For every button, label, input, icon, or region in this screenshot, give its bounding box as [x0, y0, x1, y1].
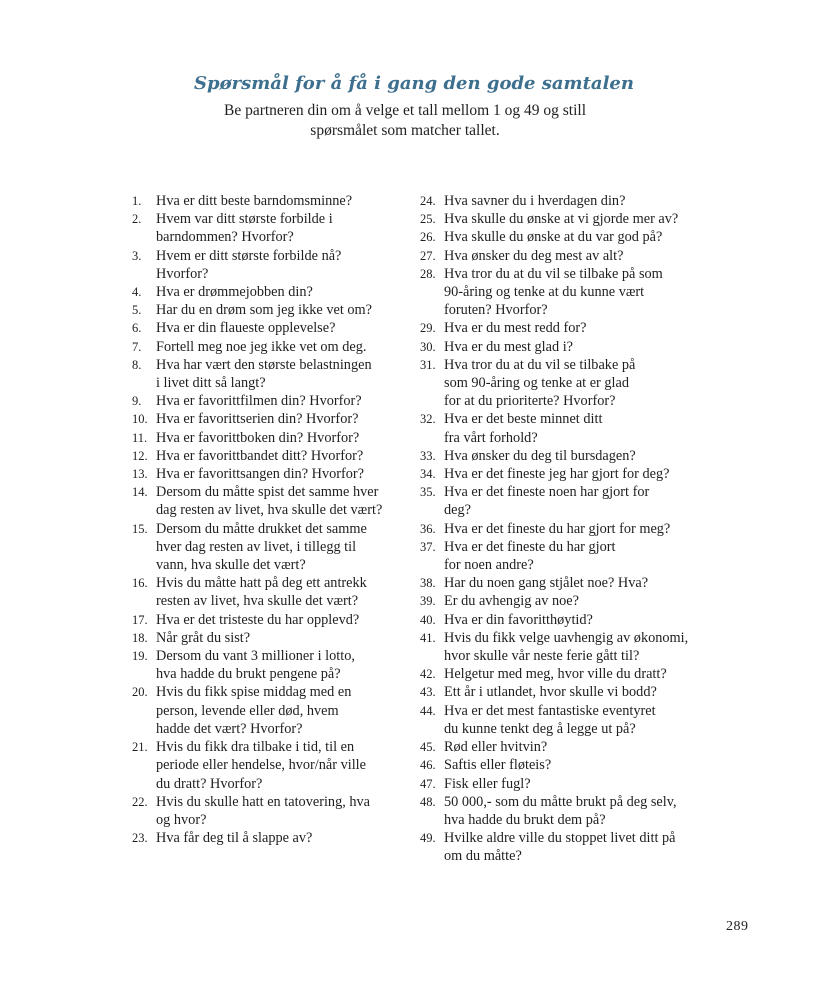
question-number: 32.	[420, 412, 436, 427]
question-text: Er du avhengig av noe?	[444, 593, 579, 610]
question-text: Saftis eller fløteis?	[444, 757, 552, 774]
question-number: 49.	[420, 831, 436, 846]
question-item	[132, 647, 417, 683]
question-text: Hvem er ditt største forbilde nå? Hvorfor?	[156, 247, 342, 282]
question-item	[132, 683, 417, 738]
question-item	[420, 611, 720, 629]
question-number: 40.	[420, 612, 436, 627]
question-text: Hva er favorittfilmen din? Hvorfor?	[156, 393, 362, 410]
question-text: Hva får deg til å slappe av?	[156, 830, 313, 847]
question-item	[420, 738, 720, 756]
question-text: Dersom du måtte spist det samme hver dag resten av livet, hva skulle det vært?	[156, 484, 383, 519]
question-text: Når gråt du sist?	[156, 629, 251, 646]
question-text: Hva er du mest glad i?	[444, 338, 574, 355]
question-text: Helgetur med meg, hvor ville du dratt?	[444, 666, 667, 683]
question-item	[132, 301, 417, 319]
question-text: Hva er favorittboken din? Hvorfor?	[156, 429, 360, 446]
question-item	[420, 665, 720, 683]
question-item	[420, 756, 720, 774]
question-text: Hva er du mest redd for?	[444, 320, 587, 337]
question-text: Dersom du vant 3 millioner i lotto, hva hadde du brukt pengene på?	[156, 648, 355, 683]
question-text: Hva er det fineste jeg har gjort for deg?	[444, 466, 670, 483]
question-number: 12.	[132, 448, 148, 463]
question-item	[132, 793, 417, 829]
question-text: Hva er det fineste noen har gjort for deg?	[444, 484, 650, 519]
question-item	[420, 465, 720, 483]
question-number: 11.	[132, 430, 148, 445]
question-item	[420, 829, 720, 865]
question-item	[420, 592, 720, 610]
question-text: Hva er det fineste du har gjort for meg?	[444, 520, 671, 537]
question-item	[132, 247, 417, 283]
question-number: 4.	[132, 285, 142, 300]
question-list-right	[420, 192, 720, 866]
question-number: 14.	[132, 485, 148, 500]
question-text: Hva er drømmejobben din?	[156, 284, 313, 301]
question-item	[132, 483, 417, 519]
question-text: Hva tror du at du vil se tilbake på som 90-åring og tenke at du kunne vært foruten? Hvorfor?	[444, 265, 663, 319]
question-item	[420, 520, 720, 538]
question-item	[420, 210, 720, 228]
question-number: 29.	[420, 321, 436, 336]
question-text: Hva er det tristeste du har opplevd?	[156, 611, 360, 628]
question-number: 25.	[420, 212, 436, 227]
question-text: Hvis du fikk dra tilbake i tid, til en periode eller hendelse, hvor/når ville du dratt? Hvorfor?	[156, 739, 366, 792]
question-text: Har du en drøm som jeg ikke vet om?	[156, 302, 372, 319]
question-text: Fisk eller fugl?	[444, 775, 531, 792]
question-item	[132, 520, 417, 575]
question-number: 41.	[420, 630, 436, 645]
question-item	[132, 392, 417, 410]
question-text: Hva ønsker du deg til bursdagen?	[444, 447, 636, 464]
question-text: Rød eller hvitvin?	[444, 739, 548, 756]
question-item	[420, 410, 720, 446]
question-text: Hva ønsker du deg mest av alt?	[444, 247, 624, 264]
question-item	[420, 683, 720, 701]
question-number: 17.	[132, 612, 148, 627]
question-number: 39.	[420, 594, 436, 609]
intro-paragraph: Be partneren din om å velge et tall mellom 1 og 49 og still spørsmålet som matcher tallet.	[223, 102, 587, 139]
question-item	[420, 629, 720, 665]
question-item	[420, 356, 720, 411]
question-number: 24.	[420, 194, 436, 208]
question-text: Hva er det fineste du har gjort for noen andre?	[444, 538, 616, 574]
question-number: 20.	[132, 685, 148, 700]
question-item	[420, 483, 720, 519]
question-number: 42.	[420, 667, 436, 682]
question-number: 23.	[132, 831, 148, 846]
question-item	[132, 283, 417, 301]
question-text: Ett år i utlandet, hvor skulle vi bodd?	[444, 684, 657, 701]
question-item	[132, 429, 417, 447]
question-item	[420, 447, 720, 465]
question-item	[132, 611, 417, 629]
question-text: Hva tror du at du vil se tilbake på som 90-åring og tenke at er glad for at du prioriterte? Hvorfor?	[444, 356, 636, 410]
question-item	[132, 447, 417, 465]
question-text: Hvis du måtte hatt på deg ett antrekk resten av livet, hva skulle det vært?	[156, 575, 367, 610]
question-item	[132, 465, 417, 483]
page-number: 289	[726, 919, 749, 934]
question-number: 38.	[420, 576, 436, 591]
question-number: 27.	[420, 248, 436, 263]
question-number: 21.	[132, 740, 148, 755]
question-item	[420, 192, 720, 210]
question-number: 9.	[132, 394, 142, 409]
question-item	[132, 338, 417, 356]
question-text: Hvis du fikk spise middag med en person, levende eller død, hvem hadde det vært? Hvorfor?	[156, 684, 352, 737]
question-number: 7.	[132, 339, 142, 354]
question-text: Hva skulle du ønske at vi gjorde mer av?	[444, 211, 679, 228]
question-item	[132, 319, 417, 337]
question-number: 19.	[132, 649, 148, 664]
question-item	[420, 775, 720, 793]
question-text: Hva er din favoritthøytid?	[444, 611, 593, 628]
question-item	[420, 228, 720, 246]
question-item	[132, 210, 417, 246]
question-text: Hvis du fikk velge uavhengig av økonomi, hvor skulle vår neste ferie gått til?	[444, 629, 689, 665]
question-number: 28.	[420, 266, 436, 281]
question-item	[420, 338, 720, 356]
page-title: Spørsmål for å få i gang den gode samtalen	[194, 73, 634, 95]
question-list-left	[132, 192, 417, 847]
question-text: Hvis du skulle hatt en tatovering, hva og hvor?	[156, 793, 371, 828]
question-text: Hva skulle du ønske at du var god på?	[444, 229, 663, 246]
question-number: 2.	[132, 212, 142, 227]
question-number: 22.	[132, 794, 148, 809]
question-number: 45.	[420, 740, 436, 755]
question-item	[132, 738, 417, 793]
question-text: Dersom du måtte drukket det samme hver dag resten av livet, i tillegg til vann, hva skulle det vært?	[156, 520, 367, 574]
question-number: 46.	[420, 758, 436, 773]
question-number: 3.	[132, 248, 142, 263]
question-number: 26.	[420, 230, 436, 245]
question-number: 15.	[132, 521, 148, 536]
question-text: Hva har vært den største belastningen i livet ditt så langt?	[156, 356, 372, 392]
question-item	[420, 574, 720, 592]
question-number: 36.	[420, 521, 436, 536]
question-number: 16.	[132, 576, 148, 591]
question-text: Hva er det mest fantastiske eventyret du kunne tenkt deg å legge ut på?	[444, 702, 656, 737]
question-number: 1.	[132, 194, 142, 208]
question-item	[132, 356, 417, 392]
question-text: Hva er din flaueste opplevelse?	[156, 320, 336, 337]
question-number: 35.	[420, 485, 436, 500]
question-text: Hva er favorittbandet ditt? Hvorfor?	[156, 447, 364, 464]
question-item	[132, 410, 417, 428]
question-number: 44.	[420, 703, 436, 718]
question-number: 48.	[420, 794, 436, 809]
question-number: 43.	[420, 685, 436, 700]
question-number: 47.	[420, 776, 436, 791]
question-item	[420, 538, 720, 574]
question-item	[420, 319, 720, 337]
question-item	[132, 574, 417, 610]
question-text: Hvem var ditt største forbilde i barndommen? Hvorfor?	[156, 211, 333, 246]
question-number: 13.	[132, 467, 148, 482]
question-item	[132, 829, 417, 847]
question-text: Hva savner du i hverdagen din?	[444, 193, 626, 209]
question-text: Hva er favorittsangen din? Hvorfor?	[156, 466, 365, 483]
question-text: Fortell meg noe jeg ikke vet om deg.	[156, 338, 367, 355]
question-item	[420, 793, 720, 829]
question-text: Har du noen gang stjålet noe? Hva?	[444, 575, 649, 592]
question-text: Hvilke aldre ville du stoppet livet ditt på om du måtte?	[444, 830, 676, 865]
question-text: Hva er favorittserien din? Hvorfor?	[156, 411, 359, 428]
question-item	[420, 265, 720, 320]
question-number: 37.	[420, 539, 436, 554]
question-item	[132, 192, 417, 210]
question-number: 6.	[132, 321, 142, 336]
question-number: 33.	[420, 448, 436, 463]
question-number: 8.	[132, 357, 142, 372]
question-number: 5.	[132, 303, 142, 318]
intro-text	[190, 101, 620, 141]
question-number: 31.	[420, 357, 436, 372]
question-text: Hva er det beste minnet ditt fra vårt forhold?	[444, 411, 603, 446]
question-number: 34.	[420, 467, 436, 482]
question-number: 18.	[132, 630, 148, 645]
question-number: 10.	[132, 412, 148, 427]
question-number: 30.	[420, 339, 436, 354]
question-item	[420, 247, 720, 265]
question-text: 50 000,- som du måtte brukt på deg selv, hva hadde du brukt dem på?	[444, 793, 677, 828]
question-item	[132, 629, 417, 647]
question-item	[420, 702, 720, 738]
question-text: Hva er ditt beste barndomsminne?	[156, 193, 353, 209]
